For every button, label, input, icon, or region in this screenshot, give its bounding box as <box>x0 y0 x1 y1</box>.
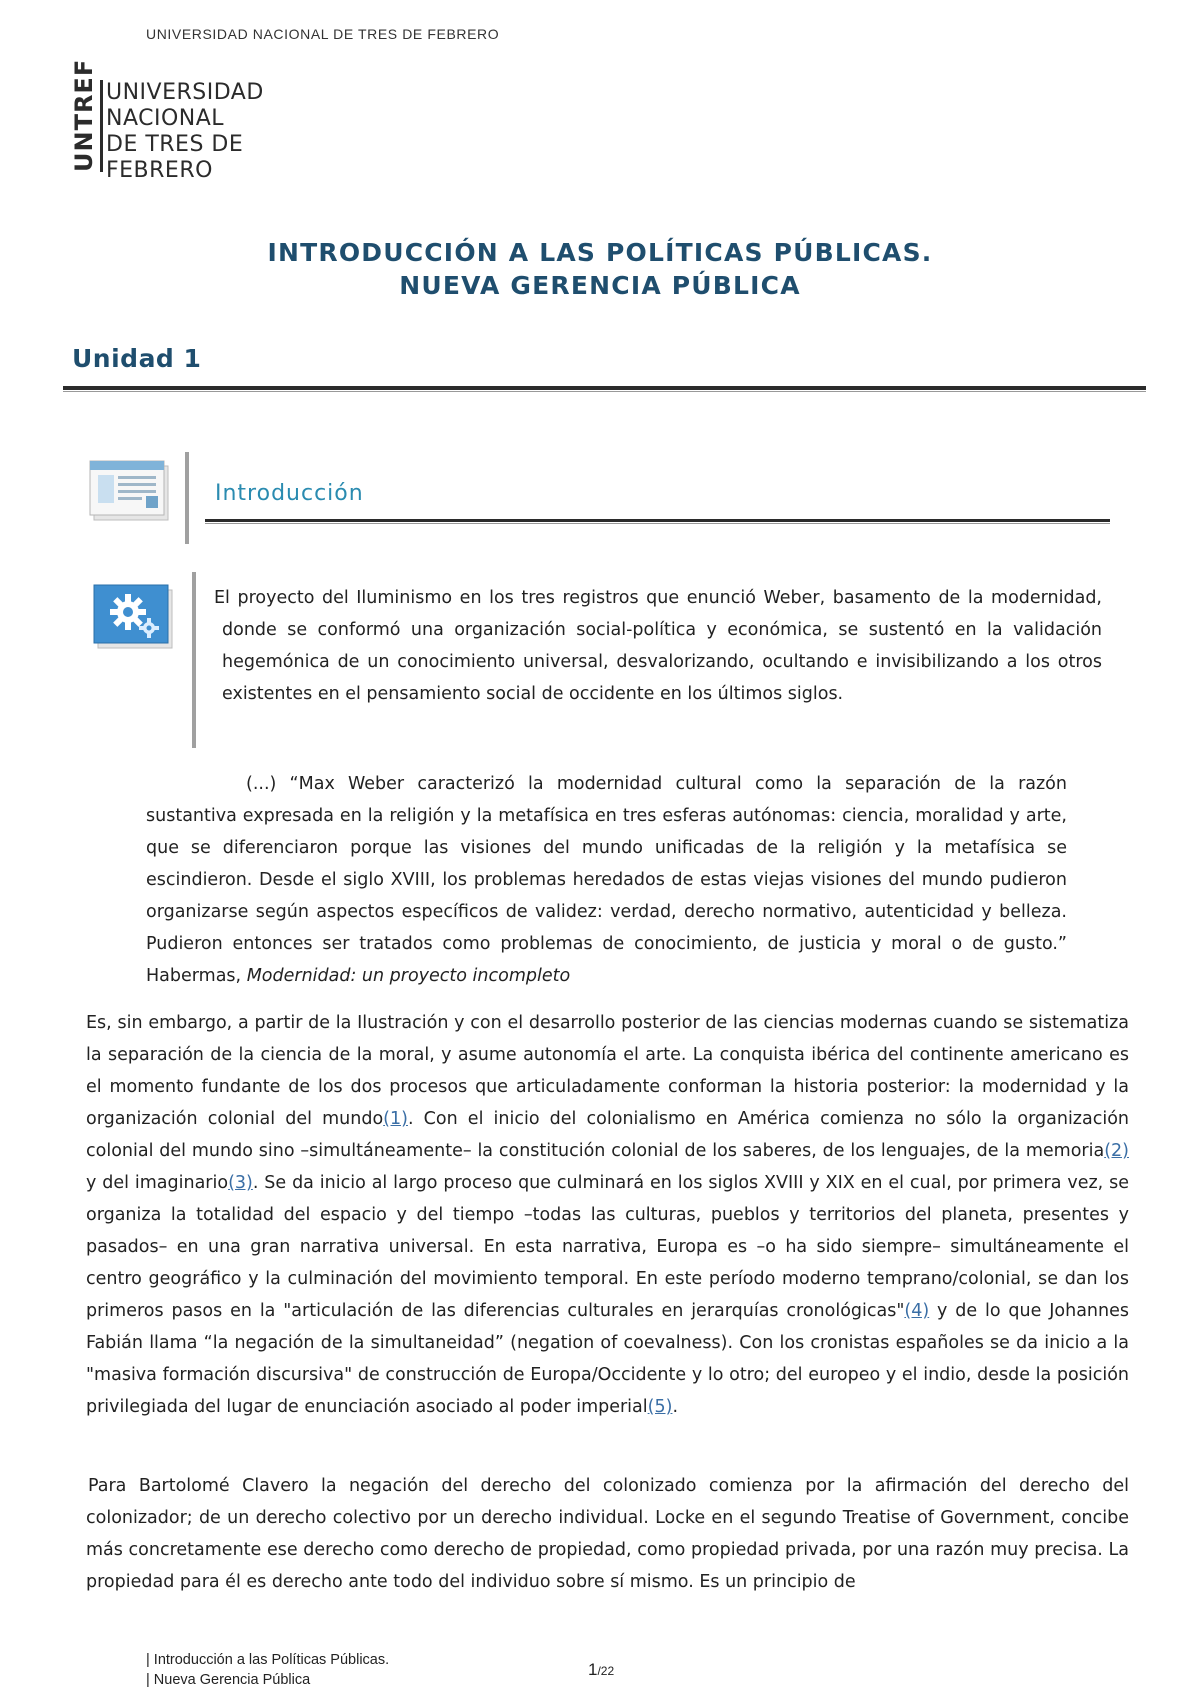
logo-line-3: DE TRES DE FEBRERO <box>106 132 244 183</box>
title-line-1: INTRODUCCIÓN A LAS POLÍTICAS PÚBLICAS. <box>267 238 933 267</box>
unit-divider <box>63 386 1146 390</box>
quote-block <box>146 768 1067 992</box>
unit-heading: Unidad 1 <box>72 344 202 373</box>
section-title: Introducción <box>215 481 364 506</box>
unit-divider-thin <box>63 391 1146 392</box>
p2-part-f: . <box>672 1397 679 1417</box>
quote-text: (...) “Max Weber caracterizó la modernidad cultural como la separación de la razón sustantiva expresada en la religión y la metafísica en tres esferas autónomas: ciencia, moralidad y arte, que se diferenciaron porque las visiones del mundo unificadas de la religión y la metafísica se escindieron. Desde el siglo XVIII, los problemas heredados de estas viejas visiones del mundo pudieron organizarse según aspectos específicos de validez: verdad, derecho normativo, autenticidad y belleza. Pudieron entonces ser tratados como problemas de conocimiento, de justicia y moral o de gusto.” Habermas, <box>146 774 1067 986</box>
page-total: /22 <box>597 1664 615 1678</box>
section-divider <box>205 519 1110 522</box>
intro-paragraph: El proyecto del Iluminismo en los tres registros que enunció Weber, basamento de la modernidad, donde se conformó una organización social-política y económica, se sustentó en la validación hegemónica de un conocimiento universal, desvalorizando, ocultando e invisibilizando a los otros existentes en el pensamiento social de occidente en los últimos siglos. <box>214 588 1102 704</box>
logo-wordmark <box>106 80 340 184</box>
section-divider-thin <box>205 523 1110 524</box>
p2-part-a: Es, sin embargo, a partir de la Ilustración y con el desarrollo posterior de las ciencias modernas cuando se sistematiza la separación de la ciencia de la moral, y asume autonomía el arte. La conquista ibérica del continente americano es el momento fundante de los dos procesos que articuladamente conforman la historia posterior: la modernidad y la organización colonial del mundo <box>86 1013 1129 1129</box>
logo-divider <box>100 80 103 172</box>
page-number <box>588 1660 614 1680</box>
content-vertical-bar <box>192 572 196 748</box>
p2-part-e: y de lo que Johannes Fabián llama “la negación de la simultaneidad” (negation of coevalness). Con los cronistas españoles se da inicio a la "masiva formación discursiva" de construcción de Europa/Occidente y lo otro; del europeo y el indio, desde la posición privilegiada del lugar de enunciación asociado al poder imperial <box>86 1301 1129 1417</box>
gear-icon <box>92 582 176 646</box>
p2-part-c: y del imaginario <box>86 1173 229 1193</box>
body-paragraph-3: Para Bartolomé Clavero la negación del derecho del colonizado comienza por la afirmación del derecho del colonizador; de un derecho colectivo por un derecho individual. Locke en el segundo Treatise of Government, concibe más concretamente ese derecho como derecho de propiedad, como propiedad privada, por una razón muy precisa. La propiedad para él es derecho ante todo del individuo sobre sí mismo. Es un principio de <box>86 1476 1129 1592</box>
page-current: 1 <box>588 1660 598 1679</box>
untref-logo <box>70 58 340 183</box>
footnote-link-2[interactable]: (2) <box>1104 1141 1129 1161</box>
footnote-link-3[interactable]: (3) <box>228 1173 253 1193</box>
footnote-link-5[interactable]: (5) <box>647 1397 673 1417</box>
logo-acronym: UNTREF <box>70 58 98 172</box>
footnote-link-1[interactable]: (1) <box>383 1109 408 1129</box>
body-paragraph-2 <box>86 1007 1129 1423</box>
document-icon <box>88 458 172 522</box>
p2-part-b: . Con el inicio del colonialismo en América comienza no sólo la organización colonial del mundo sino –simultáneamente– la constitución colonial de los saberes, de los lenguajes, de la memoria <box>86 1109 1129 1161</box>
logo-line-2: NACIONAL <box>106 106 225 131</box>
footer-course-line-2: | Nueva Gerencia Pública <box>146 1672 311 1688</box>
footnote-link-4[interactable]: (4) <box>904 1301 930 1321</box>
p2-part-d: . Se da inicio al largo proceso que culminará en los siglos XVIII y XIX en el cual, por primera vez, se organiza la totalidad del espacio y del tiempo –todas las culturas, pueblos y territorios del planeta, presentes y pasados– en una gran narrativa universal. En esta narrativa, Europa es –o ha sido siempre– simultáneamente el centro geográfico y la culminación del movimiento temporal. En este período moderno temprano/colonial, se dan los primeros pasos en la "articulación de las diferencias culturales en jerarquías cronológicas" <box>86 1173 1129 1321</box>
section-vertical-bar <box>185 452 189 544</box>
quote-source: Modernidad: un proyecto incompleto <box>246 966 571 986</box>
document-title <box>0 236 1200 302</box>
footer-course-line-1: | Introducción a las Políticas Públicas. <box>146 1652 390 1668</box>
page-header: UNIVERSIDAD NACIONAL DE TRES DE FEBRERO <box>146 26 500 42</box>
logo-line-1: UNIVERSIDAD <box>106 80 264 105</box>
title-line-2: NUEVA GERENCIA PÚBLICA <box>399 271 801 300</box>
